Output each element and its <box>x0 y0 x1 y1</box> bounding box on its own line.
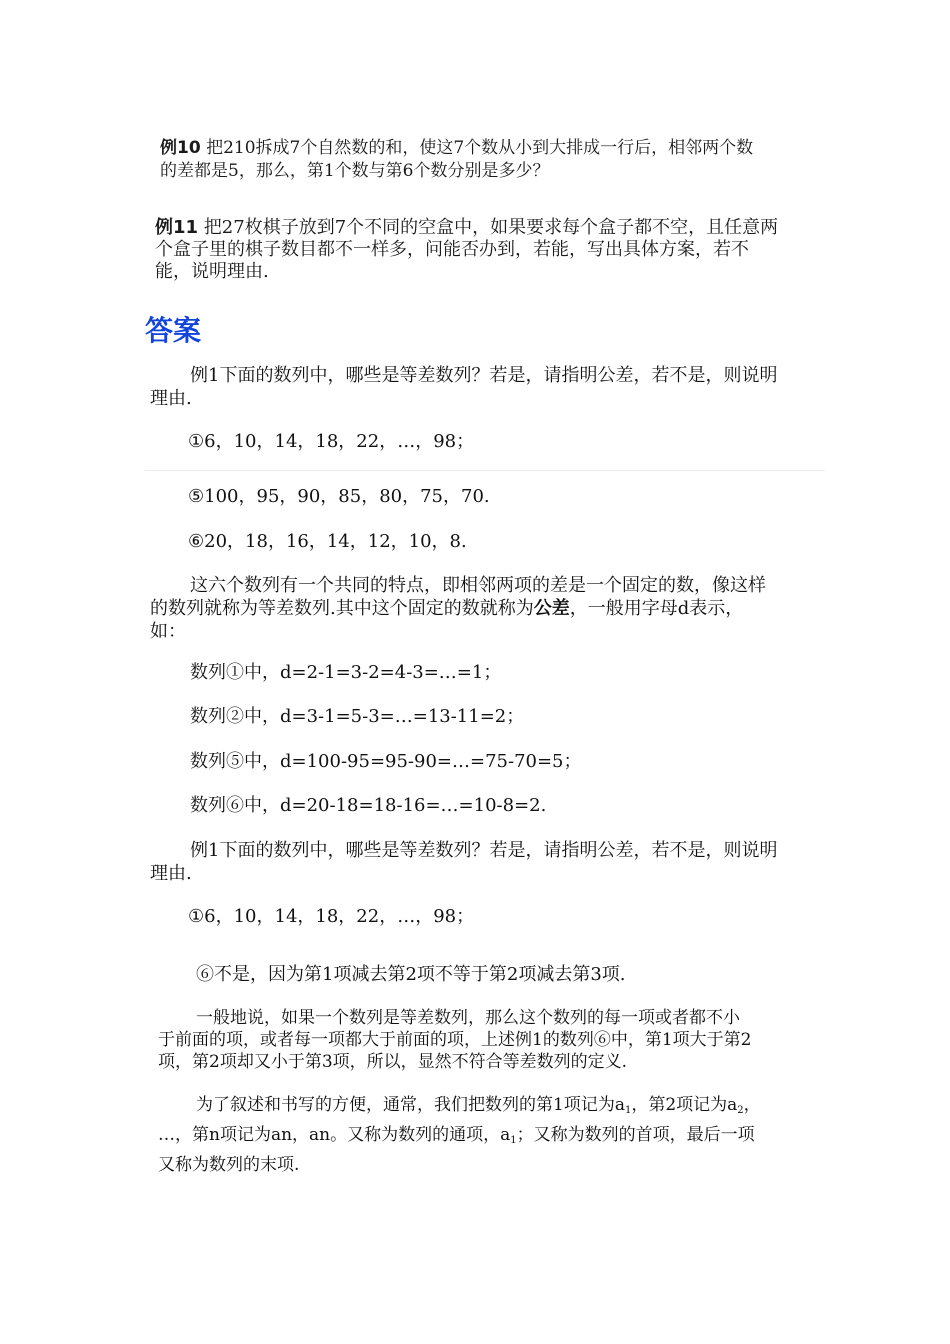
question-text: 例1下面的数列中，哪些是等差数列？若是，请指明公差，若不是，则说明 <box>190 365 778 386</box>
general-text: 一般地说，如果一个数列是等差数列，那么这个数列的每一项或者都不小 <box>196 1008 740 1028</box>
answer-heading: 答案 <box>145 314 202 347</box>
difference-1: 数列①中，d=2-1=3-2=4-3=…=1； <box>190 662 502 683</box>
example-text: 能，说明理由. <box>155 261 269 282</box>
example-text: 把27枚棋子放到7个不同的空盒中，如果要求每个盒子都不空，且任意两 <box>198 217 779 238</box>
general-paragraph <box>158 1007 751 1073</box>
example-text: 把210拆成7个自然数的和，使这7个数从小到大排成一行后，相邻两个数 <box>200 138 754 158</box>
question-text: 理由. <box>150 388 192 409</box>
notation-text: …，第n项记为an，an。又称为数列的通项，a <box>158 1125 511 1145</box>
divider <box>145 470 825 471</box>
definition-text: ，一般用字母d表示， <box>569 598 744 619</box>
definition-paragraph <box>150 574 766 643</box>
definition-text: 的数列就称为等差数列.其中这个固定的数就称为 <box>150 598 534 619</box>
difference-2: 数列②中，d=3-1=5-3=…=13-11=2； <box>190 706 525 727</box>
notation-text: ，第2项记为a <box>631 1095 738 1115</box>
subscript: 1 <box>624 1105 632 1116</box>
difference-6: 数列⑥中，d=20-18=18-16=…=10-8=2. <box>190 795 547 816</box>
question-1-repeat <box>150 839 777 885</box>
sequence-1-repeat: ①6，10，14，18，22，…，98； <box>188 906 475 927</box>
sequence-6-answer: ⑥不是，因为第1项减去第2项不等于第2项减去第3项. <box>196 964 626 985</box>
example-text: 的差都是5，那么，第1个数与第6个数分别是多少？ <box>160 161 550 181</box>
definition-text: 这六个数列有一个共同的特点，即相邻两项的差是一个固定的数，像这样 <box>190 575 766 596</box>
definition-text: 如： <box>150 621 186 642</box>
sequence-6: ⑥20，18，16，14，12，10，8. <box>188 531 467 552</box>
example-10 <box>160 137 753 183</box>
example-text: 个盒子里的棋子数目都不一样多，问能否办到，若能，写出具体方案，若不 <box>155 239 749 260</box>
definition-term: 公差 <box>533 598 570 619</box>
difference-5: 数列⑤中，d=100-95=95-90=…=75-70=5； <box>190 751 582 772</box>
example-11 <box>155 217 778 283</box>
subscript: 1 <box>510 1135 517 1146</box>
sequence-1: ①6，10，14，18，22，…，98； <box>188 431 475 452</box>
question-1 <box>150 364 777 410</box>
notation-paragraph <box>158 1093 761 1177</box>
notation-text: 又称为数列的末项. <box>158 1155 300 1175</box>
example-label: 例10 <box>160 138 201 158</box>
subscript: 2 <box>737 1105 744 1116</box>
notation-text: ；又称为数列的首项，最后一项 <box>516 1125 755 1145</box>
general-text: 项，第2项却又小于第3项，所以，显然不符合等差数列的定义. <box>158 1052 628 1072</box>
notation-text: ， <box>743 1095 761 1115</box>
sequence-5: ⑤100，95，90，85，80，75，70. <box>188 486 490 507</box>
notation-text: 为了叙述和书写的方便，通常，我们把数列的第1项记为a <box>196 1095 625 1115</box>
general-text: 于前面的项，或者每一项都大于前面的项，上述例1的数列⑥中，第1项大于第2 <box>158 1030 752 1050</box>
question-text: 理由. <box>150 863 192 884</box>
example-label: 例11 <box>155 217 199 238</box>
question-text: 例1下面的数列中，哪些是等差数列？若是，请指明公差，若不是，则说明 <box>190 840 778 861</box>
